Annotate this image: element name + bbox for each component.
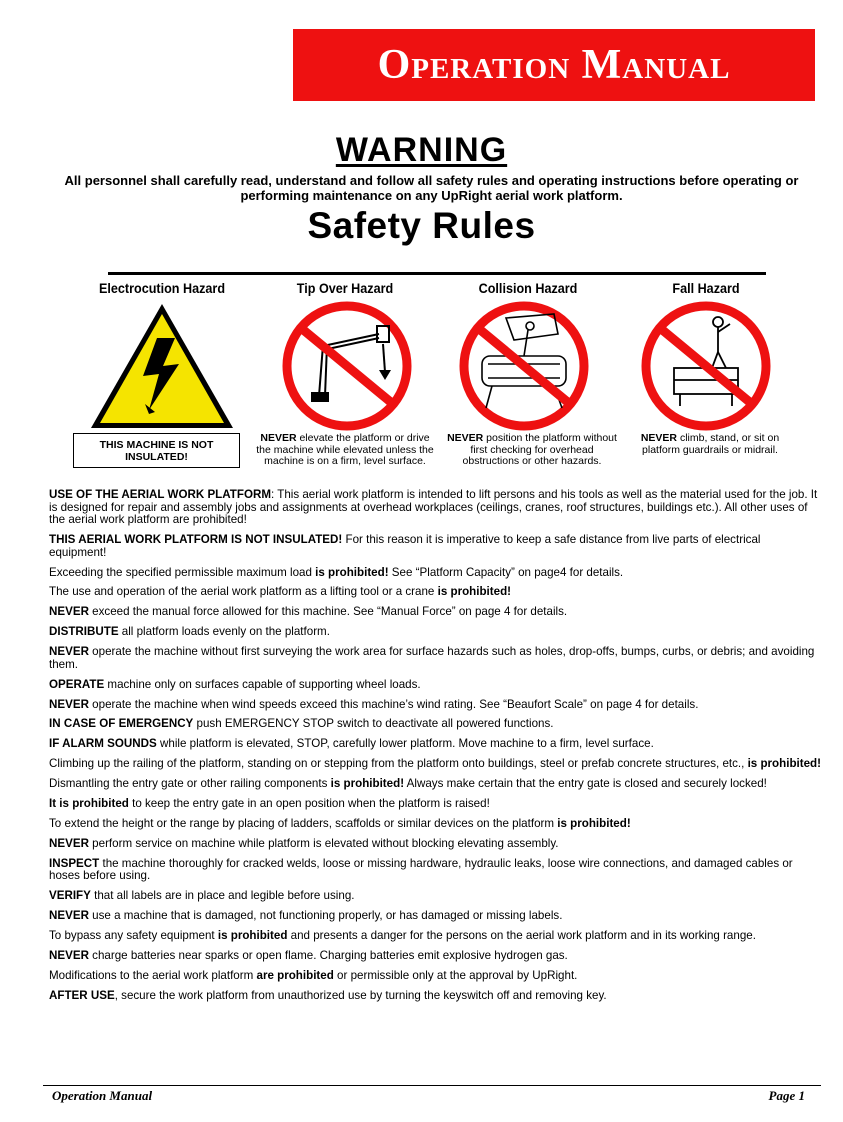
rule-emphasis: IF ALARM SOUNDS [49,737,157,751]
rule-emphasis: is prohibited [217,928,288,942]
rule-text: , secure the work platform from unauthorized use by turning the keyswitch off and removing key. [114,988,607,1002]
safety-rule [49,699,821,712]
safety-rules-title: Safety Rules [307,205,536,246]
rule-emphasis: is prohibited! [330,777,405,791]
rule-emphasis: THIS AERIAL WORK PLATFORM IS NOT INSULATED! [49,533,343,547]
safety-rule [49,890,821,903]
collision-prohibited-icon [458,300,590,432]
rule-text: operate the machine when wind speeds exceed this machine’s wind rating. See “Beaufort Scale” on page 4 for details. [88,697,699,711]
rule-text: Always make certain that the entry gate is closed and securely locked! [404,777,767,791]
rule-text: Modifications to the aerial work platform [49,968,257,982]
safety-rule [49,930,821,943]
footer-divider [43,1085,821,1086]
rule-text: that all labels are in place and legible before using. [90,889,355,903]
fall-prohibited-icon [640,300,772,432]
rule-emphasis: DISTRIBUTE [49,625,119,639]
rule-emphasis: NEVER [49,697,89,711]
rule-text: The use and operation of the aerial work platform as a lifting tool or a crane [49,585,438,599]
safety-rule [49,910,821,923]
rule-text: machine only on surfaces capable of supporting wheel loads. [104,677,421,691]
safety-rules-list [49,489,821,1009]
rule-text: use a machine that is damaged, not functioning properly, or has damaged or missing labels. [88,909,563,922]
safety-rule [49,718,821,731]
rule-emphasis: is prohibited! [557,816,631,830]
safety-rule [49,858,821,883]
safety-rule [49,778,821,791]
safety-rule [49,679,821,692]
safety-rule [49,489,821,527]
rule-emphasis: NEVER [49,605,89,619]
header-banner [293,29,815,101]
safety-rule [49,738,821,751]
rule-emphasis: are prohibited [256,968,334,982]
rule-emphasis: NEVER [49,836,89,850]
warning-title: WARNING [335,131,508,169]
safety-rule [49,534,821,559]
footer-title: Operation Manual [52,1088,153,1103]
safety-rule [49,970,821,983]
rule-text: perform service on machine while platform is elevated without blocking elevating assembly. [88,836,559,850]
rule-text: To bypass any safety equipment [49,928,218,942]
safety-rule [49,798,821,811]
rule-text: : This aerial work platform is intended to lift persons and his tools as well as the material used for the job. It is designed for repair and assembly jobs and assignments at overhead workplaces (ceilings, cranes, roof structures, buildings etc.). All other uses of the aerial work platform are prohibited! [49,488,818,527]
rule-emphasis: NEVER [49,645,89,659]
rule-text: while platform is elevated, STOP, carefully lower platform. Move machine to a firm, level surface. [156,737,654,751]
safety-rule [49,950,821,963]
rule-emphasis: is prohibited! [315,565,389,579]
rule-text: exceed the manual force allowed for this machine. See “Manual Force” on page 4 for details. [88,605,568,619]
rule-text: to keep the entry gate in an open position when the platform is raised! [128,796,490,810]
hazard-caption-fall: NEVER climb, stand, or sit on platform guardrails or midrail. [640,432,780,456]
safety-rule [49,586,821,599]
safety-rule [49,818,821,831]
section-divider [108,272,766,275]
page-number: Page 1 [768,1088,805,1103]
warning-text: All personnel shall carefully read, understand and follow all safety rules and operating instructions before operating or performing maintenance on any UpRight aerial work platform. [64,173,799,203]
rule-text: See “Platform Capacity” on page4 for details. [388,565,624,579]
safety-rule [49,567,821,580]
hazard-caption-collision: NEVER position the platform without first checking for overhead obstructions or other hazards. [447,432,617,467]
rule-text: Climbing up the railing of the platform, standing on or stepping from the platform onto buildings, steel or prefab concrete structures, etc., [49,757,748,771]
rule-text: or permissible only at the approval by UpRight. [333,968,578,982]
safety-rule [49,646,821,671]
rule-text: operate the machine without first surveying the work area for surface hazards such as holes, drop-offs, bumps, curbs, or debris; and avoiding them. [49,645,815,671]
rule-text: For this reason it is imperative to keep a safe distance from live parts of electrical equipment! [49,533,761,559]
rule-emphasis: is prohibited! [437,585,512,599]
rule-text: To extend the height or the range by placing of ladders, scaffolds or similar devices on the platform [49,816,558,830]
hazard-title-tip-over: Tip Over Hazard [296,280,394,296]
rule-text: Exceeding the specified permissible maximum load [49,565,316,579]
rule-emphasis: NEVER [49,909,89,922]
rule-emphasis: USE OF THE AERIAL WORK PLATFORM [49,488,271,501]
rule-text: all platform loads evenly on the platform. [118,625,330,639]
safety-rule [49,626,821,639]
safety-rule [49,990,821,1003]
rule-text: Dismantling the entry gate or other railing components [49,777,331,791]
rule-emphasis: INSPECT [49,856,100,870]
electrocution-warning-icon [87,300,237,432]
banner-title: Operation Manual [377,42,731,88]
rule-emphasis: VERIFY [49,889,91,903]
safety-rule [49,838,821,851]
rule-emphasis: AFTER USE [49,988,115,1002]
rule-emphasis: NEVER [49,948,89,962]
rule-emphasis: IN CASE OF EMERGENCY [49,717,194,731]
hazard-title-collision: Collision Hazard [478,280,578,296]
hazard-title-fall: Fall Hazard [672,280,740,296]
hazard-title-electrocution: Electrocution Hazard [98,280,226,296]
safety-rule [49,606,821,619]
rule-text: and presents a danger for the persons on the aerial work platform and in its working range. [287,928,756,942]
tip-over-prohibited-icon [281,300,413,432]
safety-rule [49,758,821,771]
rule-emphasis: OPERATE [49,677,105,691]
rule-text: charge batteries near sparks or open flame. Charging batteries emit explosive hydrogen gas. [88,948,568,962]
rule-emphasis: is prohibited! [747,757,822,771]
rule-text: the machine thoroughly for cracked welds, loose or missing hardware, hydraulic leaks, loose wire connections, and damaged cables or hoses before using. [49,856,793,883]
hazard-caption-electrocution: THIS MACHINE IS NOT INSULATED! [73,433,240,468]
rule-text: push EMERGENCY STOP switch to deactivate all powered functions. [193,717,554,731]
rule-emphasis: It is prohibited [49,796,129,810]
hazard-caption-tip-over: NEVER elevate the platform or drive the machine while elevated unless the machine is on a firm, level surface. [256,432,434,467]
